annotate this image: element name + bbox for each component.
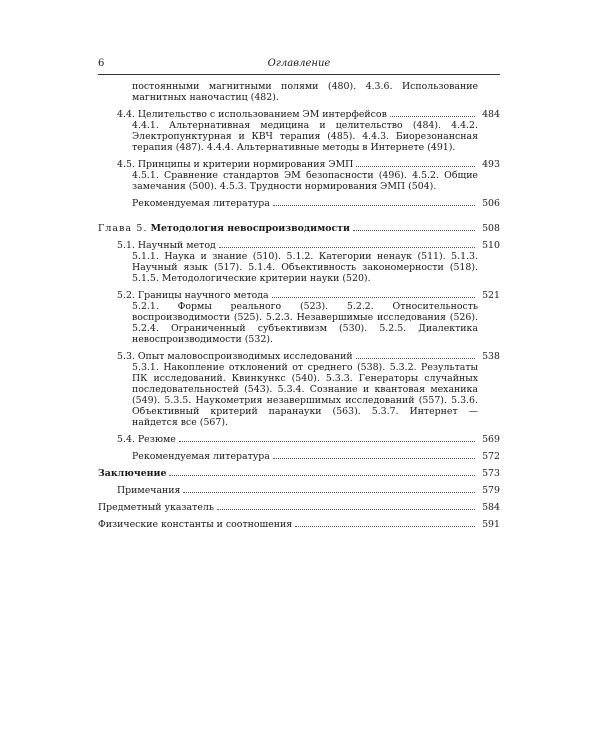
toc-page-number: 521 bbox=[482, 290, 500, 301]
toc-entry-recommended-reading[interactable] bbox=[98, 451, 500, 462]
toc-entry-label: 4.5. Принципы и критерии нормирования ЭМП bbox=[117, 159, 354, 170]
toc-page-number: 569 bbox=[482, 434, 500, 445]
toc-entry-conclusion[interactable] bbox=[98, 468, 500, 479]
toc-entry-label: Заключение bbox=[98, 468, 167, 479]
toc-subsections: 5.1.1. Наука и знание (510). 5.1.2. Категории ненаук (511). 5.1.3. Научный язык (517). 5.1.4. Объективность закономерности (518). 5.1.5. Методологические критерии науки (520). bbox=[132, 251, 478, 284]
toc-entry-label: 5.4. Резюме bbox=[117, 434, 176, 445]
toc-continuation-text: постоянными магнитными полями (480). 4.3.6. Использование магнитных наночастиц (482). bbox=[132, 81, 478, 103]
toc-entry-label: Физические константы и соотношения bbox=[98, 519, 293, 530]
chapter-title: Методология невоспроизводимости bbox=[150, 223, 350, 234]
toc-page-number: 591 bbox=[482, 519, 500, 530]
toc-entry-recommended-reading[interactable] bbox=[98, 198, 500, 209]
toc-entry-4-5[interactable] bbox=[98, 159, 500, 170]
toc-entry-4-4[interactable] bbox=[98, 109, 500, 120]
toc-entry-physical-constants[interactable] bbox=[98, 519, 500, 530]
toc-page-number: 510 bbox=[482, 240, 500, 251]
table-of-contents bbox=[98, 81, 500, 530]
toc-entry-label: 5.1. Научный метод bbox=[117, 240, 216, 251]
leader-dots bbox=[295, 526, 475, 527]
toc-entry-label: 5.3. Опыт маловоспроизводимых исследований bbox=[117, 351, 353, 362]
toc-page-number: 538 bbox=[482, 351, 500, 362]
leader-dots bbox=[356, 166, 475, 167]
toc-subsections: 4.4.1. Альтернативная медицина и целительство (484). 4.4.2. Электропунктурная и КВЧ терапия (485). 4.4.3. Биорезонансная терапия (487). 4.4.4. Альтернативные методы в Интернете (491). bbox=[132, 120, 478, 153]
toc-entry-notes[interactable] bbox=[98, 485, 500, 496]
page-number: 6 bbox=[98, 58, 105, 69]
toc-entry-label: Рекомендуемая литература bbox=[132, 198, 270, 209]
leader-dots bbox=[353, 230, 475, 231]
toc-entry-subject-index[interactable] bbox=[98, 502, 500, 513]
toc-page-number: 572 bbox=[482, 451, 500, 462]
leader-dots bbox=[356, 358, 475, 359]
chapter-prefix: Глава 5. bbox=[98, 223, 148, 234]
leader-dots bbox=[273, 205, 475, 206]
toc-entry-label: Рекомендуемая литература bbox=[132, 451, 270, 462]
toc-entry-5-2[interactable] bbox=[98, 290, 500, 301]
toc-chapter-5[interactable] bbox=[98, 223, 500, 234]
toc-page-number: 484 bbox=[482, 109, 500, 120]
toc-subsections: 5.2.1. Формы реального (523). 5.2.2. Относительность воспроизводимости (525). 5.2.3. Незавершимые исследования (526). 5.2.4. Ограниченный субъективизм (530). 5.2.5. Диалектика невоспроизводимости (532). bbox=[132, 301, 478, 345]
toc-subsections: 5.3.1. Накопление отклонений от среднего (538). 5.3.2. Результаты ПК исследований. Квинкункс (540). 5.3.3. Генераторы случайных последовательностей (543). 5.3.4. Сознание и квантовая механика (549). 5.3.5. Наукометрия незавершимых исследований (557). 5.3.6. Объективный критерий паранауки (563). 5.3.7. Интернет — найдется все (567). bbox=[132, 362, 478, 428]
toc-page-number: 506 bbox=[482, 198, 500, 209]
leader-dots bbox=[390, 116, 475, 117]
toc-entry-label: Предметный указатель bbox=[98, 502, 214, 513]
toc-page-number: 579 bbox=[482, 485, 500, 496]
toc-page-number: 493 bbox=[482, 159, 500, 170]
toc-page-number: 508 bbox=[482, 223, 500, 234]
leader-dots bbox=[217, 509, 475, 510]
toc-entry-label: Примечания bbox=[117, 485, 181, 496]
toc-page-number: 584 bbox=[482, 502, 500, 513]
toc-page-number: 573 bbox=[482, 468, 500, 479]
leader-dots bbox=[219, 247, 475, 248]
leader-dots bbox=[179, 441, 475, 442]
toc-entry-label: 5.2. Границы научного метода bbox=[117, 290, 269, 301]
toc-entry-5-1[interactable] bbox=[98, 240, 500, 251]
toc-subsections: 4.5.1. Сравнение стандартов ЭМ безопасности (496). 4.5.2. Общие замечания (500). 4.5.3. Трудности нормирования ЭМП (504). bbox=[132, 170, 478, 192]
toc-entry-label: 4.4. Целительство с использованием ЭМ интерфейсов bbox=[117, 109, 387, 120]
leader-dots bbox=[169, 475, 475, 476]
running-header bbox=[98, 58, 500, 75]
toc-entry-5-4[interactable] bbox=[98, 434, 500, 445]
toc-entry-5-3[interactable] bbox=[98, 351, 500, 362]
leader-dots bbox=[183, 492, 475, 493]
leader-dots bbox=[273, 458, 475, 459]
running-title: Оглавление bbox=[267, 58, 331, 69]
leader-dots bbox=[272, 297, 475, 298]
